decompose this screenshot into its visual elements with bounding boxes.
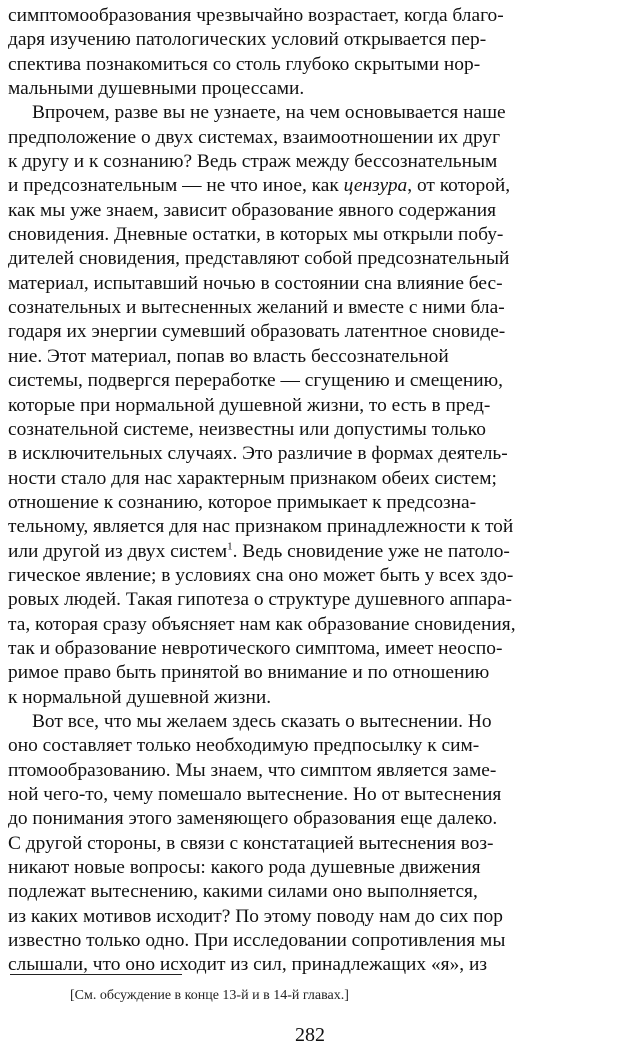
text-line: годаря их энергии сумевший образовать латентное сновиде-	[8, 321, 506, 343]
text-line: слышали, что оно исходит из сил, принадлежащих «я», из	[8, 954, 487, 976]
page-number: 282	[295, 1024, 325, 1046]
text-line: сознательной системе, неизвестны или допустимы только	[8, 418, 486, 440]
text-line: птомообразованию. Мы знаем, что симптом является заме-	[8, 759, 497, 781]
text-line: подлежат вытеснению, какими силами оно выполняется,	[8, 881, 478, 903]
text-line: Впрочем, разве вы не узнаете, на чем основывается наше	[32, 102, 506, 124]
text-line: ние. Этот материал, попав во власть бессознательной	[8, 345, 449, 367]
text-line: сознательных и вытесненных желаний и вместе с ними бла-	[8, 297, 505, 319]
text-line: мальными душевными процессами.	[8, 78, 305, 100]
text-line	[8, 174, 608, 198]
footnote-divider	[10, 974, 182, 975]
text-fragment: и предсознательным — не что иное, как	[8, 175, 344, 197]
text-line: ровых людей. Такая гипотеза о структуре душевного аппара-	[8, 589, 512, 611]
footnote-text: [См. обсуждение в конце 13-й и в 14-й главах.]	[70, 988, 349, 1003]
text-line: дителей сновидения, представляют собой предсознательный	[8, 248, 510, 270]
text-line	[8, 540, 608, 564]
italic-term: цензура	[343, 175, 408, 197]
text-line: С другой стороны, в связи с констатацией вытеснения воз-	[8, 832, 494, 854]
text-line: никают новые вопросы: какого рода душевные движения	[8, 857, 481, 879]
text-line: ной чего-то, чему помешало вытеснение. Но от вытеснения	[8, 784, 502, 805]
text-line: Вот все, что мы желаем здесь сказать о вытеснении. Но	[32, 710, 492, 732]
text-line: материал, испытавший ночью в состоянии сна влияние бес-	[8, 272, 503, 294]
text-line: предположение о двух системах, взаимоотношении их друг	[8, 126, 501, 148]
text-line: тельному, является для нас признаком принадлежности к той	[8, 516, 514, 538]
text-line: которые при нормальной душевной жизни, то есть в пред-	[8, 394, 491, 416]
text-fragment: , от которой,	[407, 175, 511, 197]
text-line: известно только одно. При исследовании сопротивления мы	[8, 930, 506, 952]
text-line: к нормальной душевной жизни.	[8, 686, 272, 708]
text-line: даря изучению патологических условий открывается пер-	[8, 29, 487, 51]
text-line: сновидения. Дневные остатки, в которых мы открыли побу-	[8, 224, 504, 246]
text-line: та, которая сразу объясняет нам как образование сновидения,	[8, 613, 516, 635]
text-line: ности стало для нас характерным признаком обеих систем;	[8, 467, 497, 489]
text-line: спектива познакомиться со столь глубоко скрытыми нор-	[8, 53, 481, 75]
text-line: в исключительных случаях. Это различие в формах деятель-	[8, 443, 508, 465]
text-line: к другу и к сознанию? Ведь страж между бессознательным	[8, 151, 498, 173]
text-line: отношение к сознанию, которое примыкает к предсозна-	[8, 491, 477, 513]
text-fragment: . Ведь сновидение уже не патоло-	[232, 540, 510, 562]
text-line: оно составляет только необходимую предпосылку к сим-	[8, 735, 480, 757]
text-line: римое право быть принятой во внимание и по отношению	[8, 662, 490, 684]
text-line: системы, подвергся переработке — сгущению и смещению,	[8, 370, 503, 392]
text-line: из каких мотивов исходит? По этому поводу нам до сих пор	[8, 905, 503, 927]
text-line: симптомообразования чрезвычайно возрастает, когда благо-	[8, 5, 504, 26]
footnote-marker: 1	[227, 540, 233, 553]
text-line: как мы уже знаем, зависит образование явного содержания	[8, 199, 497, 221]
body-text	[8, 4, 608, 978]
text-line: до понимания этого заменяющего образования еще далеко.	[8, 808, 498, 830]
text-fragment: или другой из двух систем	[8, 540, 228, 562]
text-line: гическое явление; в условиях сна оно может быть у всех здо-	[8, 564, 514, 586]
text-line: так и образование невротического симптома, имеет неоспо-	[8, 637, 503, 659]
